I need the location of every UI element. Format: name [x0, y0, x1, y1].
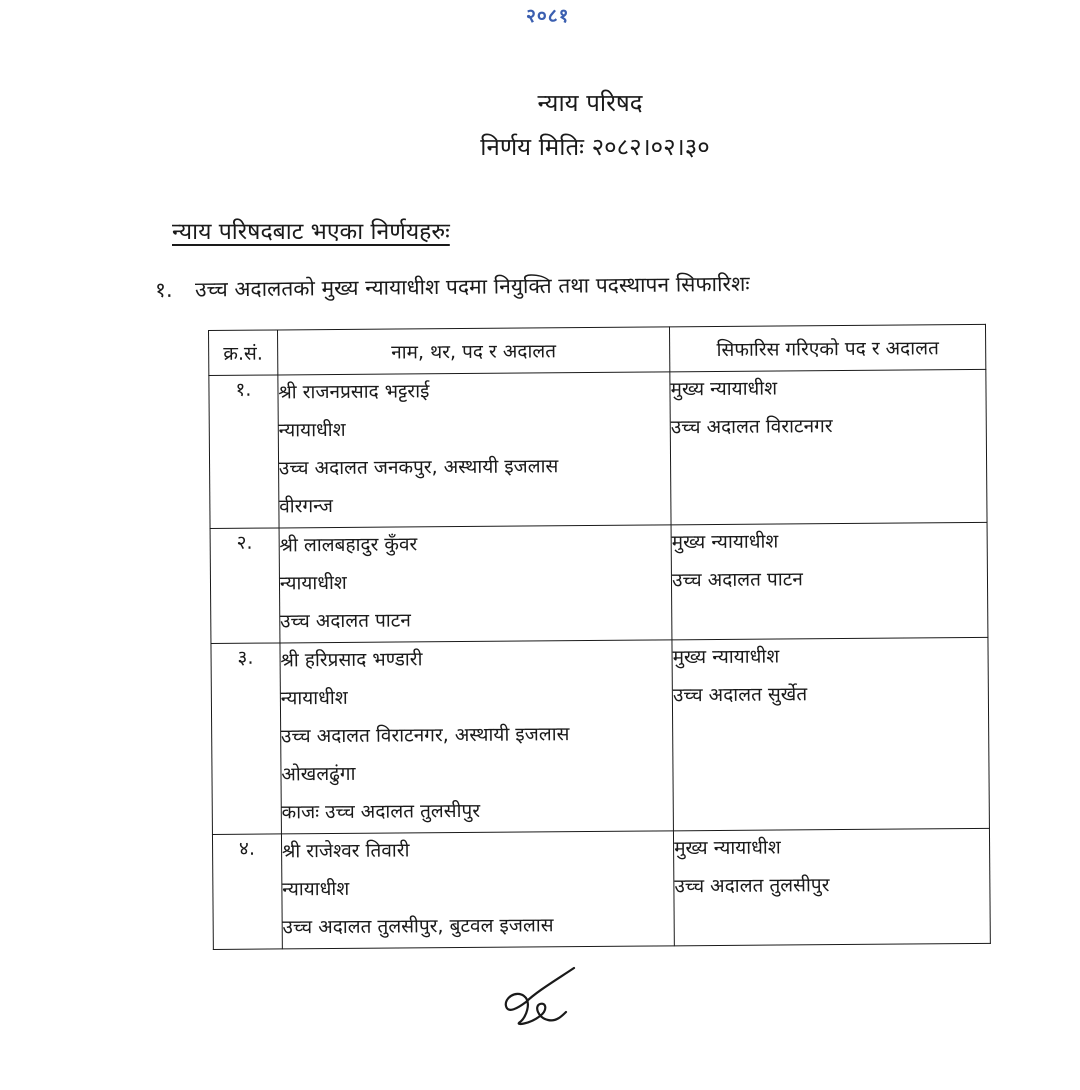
office-stamp: [522, 0, 592, 28]
recommended-line: मुख्य न्यायाधीश: [674, 836, 781, 860]
item-text: उच्च अदालतको मुख्य न्यायाधीश पदमा नियुक्ति तथा पदस्थापन सिफारिशः: [194, 271, 750, 302]
recommended-cell: [672, 637, 989, 830]
handwritten-signature-icon: [496, 962, 586, 1032]
name-cell: [279, 525, 672, 643]
serial-number-cell: ३.: [211, 643, 281, 835]
recommended-cell: [670, 369, 987, 524]
name-line: न्यायाधीश: [278, 418, 346, 442]
name-line: उच्च अदालत जनकपुर, अस्थायी इजलास: [278, 455, 559, 480]
recommended-line: मुख्य न्यायाधीश: [671, 530, 779, 554]
name-line: उच्च अदालत तुलसीपुर, बुटवल इजलास: [282, 914, 554, 939]
name-line: श्री हरिप्रसाद भण्डारी: [280, 648, 423, 672]
name-cell: [278, 372, 671, 528]
header-name-position-court: नाम, थर, पद र अदालत: [277, 327, 670, 375]
name-cell: [281, 831, 674, 949]
item-heading: [155, 270, 750, 304]
name-line: काजः उच्च अदालत तुलसीपुर: [281, 799, 481, 824]
recommended-line: उच्च अदालत सुर्खेत: [672, 683, 808, 707]
table-row: [209, 369, 987, 528]
name-line: श्री राजेश्वर तिवारी: [281, 839, 410, 863]
recommended-line: उच्च अदालत पाटन: [671, 568, 803, 592]
serial-number-cell: ४.: [212, 834, 282, 950]
item-number: १.: [154, 277, 173, 302]
name-line: ओखलढुंगा: [281, 762, 356, 786]
recommended-line: उच्च अदालत विराटनगर: [670, 415, 833, 439]
table-row: [211, 637, 989, 834]
table-row: [210, 522, 988, 643]
header-recommended-position: सिफारिस गरिएको पद र अदालत: [670, 324, 986, 371]
section-heading: न्याय परिषदबाट भएका निर्णयहरुः: [172, 219, 450, 245]
recommended-cell: [674, 828, 991, 945]
name-line: न्यायाधीश: [279, 571, 347, 595]
name-line: वीरगन्ज: [279, 495, 333, 518]
serial-number-cell: २.: [210, 528, 280, 644]
name-line: न्यायाधीश: [280, 686, 348, 710]
recommended-line: मुख्य न्यायाधीश: [670, 377, 778, 401]
header-serial-number: क्र.सं.: [209, 330, 278, 376]
recommended-line: उच्च अदालत तुलसीपुर: [674, 874, 830, 898]
stamp-year: २०८१: [526, 5, 570, 27]
name-line: श्री लालबहादुर कुँवर: [279, 533, 418, 557]
council-title: न्याय परिषद: [537, 89, 643, 117]
name-line: न्यायाधीश: [282, 877, 350, 901]
decision-date: निर्णय मितिः २०८२।०२।३०: [480, 133, 710, 161]
table-row: [212, 828, 990, 949]
name-line: उच्च अदालत पाटन: [280, 609, 411, 633]
recommended-cell: [671, 522, 988, 639]
recommended-line: मुख्य न्यायाधीश: [672, 645, 780, 669]
name-line: उच्च अदालत विराटनगर, अस्थायी इजलास: [280, 723, 570, 748]
table-header-row: [209, 324, 986, 375]
serial-number-cell: १.: [209, 375, 279, 529]
recommendation-table: [208, 324, 991, 950]
name-line: श्री राजनप्रसाद भट्टराई: [278, 380, 430, 404]
name-cell: [280, 640, 674, 834]
